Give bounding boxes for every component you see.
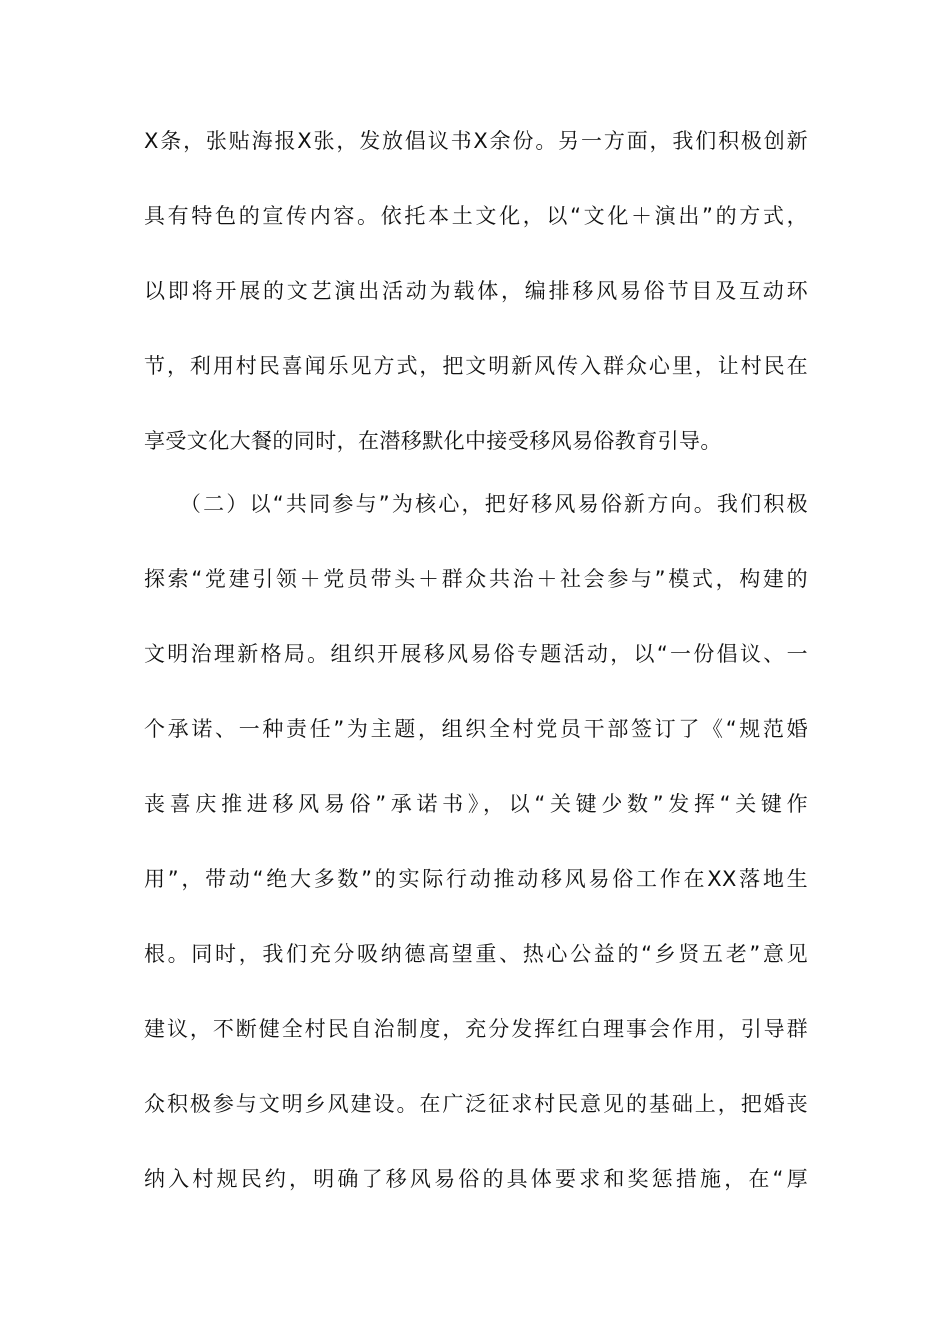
paragraph-line: 节，利用村民喜闻乐见方式，把文明新风传入群众心里，让村民在 bbox=[144, 354, 808, 378]
section-heading-line: （二）以“共同参与”为核心，把好移风易俗新方向。我们积极 bbox=[144, 492, 808, 516]
paragraph-line: 享受文化大餐的同时，在潜移默化中接受移风易俗教育引导。 bbox=[144, 429, 722, 453]
paragraph-line: 用”，带动“绝大多数”的实际行动推动移风易俗工作在XX落地生 bbox=[144, 867, 808, 891]
paragraph-line: 丧喜庆推进移风易俗”承诺书》，以“关键少数”发挥“关键作 bbox=[144, 792, 808, 816]
paragraph-line: 文明治理新格局。组织开展移风易俗专题活动，以“一份倡议、一 bbox=[144, 642, 808, 666]
paragraph-line: 众积极参与文明乡风建设。在广泛征求村民意见的基础上，把婚丧 bbox=[144, 1092, 808, 1116]
paragraph-line: 以即将开展的文艺演出活动为载体，编排移风易俗节目及互动环 bbox=[144, 279, 808, 303]
paragraph-line: 具有特色的宣传内容。依托本土文化，以“文化＋演出”的方式， bbox=[144, 204, 808, 228]
paragraph-line: 纳入村规民约，明确了移风易俗的具体要求和奖惩措施，在“厚 bbox=[144, 1167, 808, 1191]
paragraph-line: 探索“党建引领＋党员带头＋群众共治＋社会参与”模式，构建的 bbox=[144, 567, 808, 591]
paragraph-line: X条，张贴海报X张，发放倡议书X余份。另一方面，我们积极创新 bbox=[144, 129, 808, 153]
paragraph-line: 根。同时，我们充分吸纳德高望重、热心公益的“乡贤五老”意见 bbox=[144, 942, 808, 966]
paragraph-line: 建议，不断健全村民自治制度，充分发挥红白理事会作用，引导群 bbox=[144, 1017, 808, 1041]
paragraph-line: 个承诺、一种责任”为主题，组织全村党员干部签订了《“规范婚 bbox=[144, 717, 808, 741]
